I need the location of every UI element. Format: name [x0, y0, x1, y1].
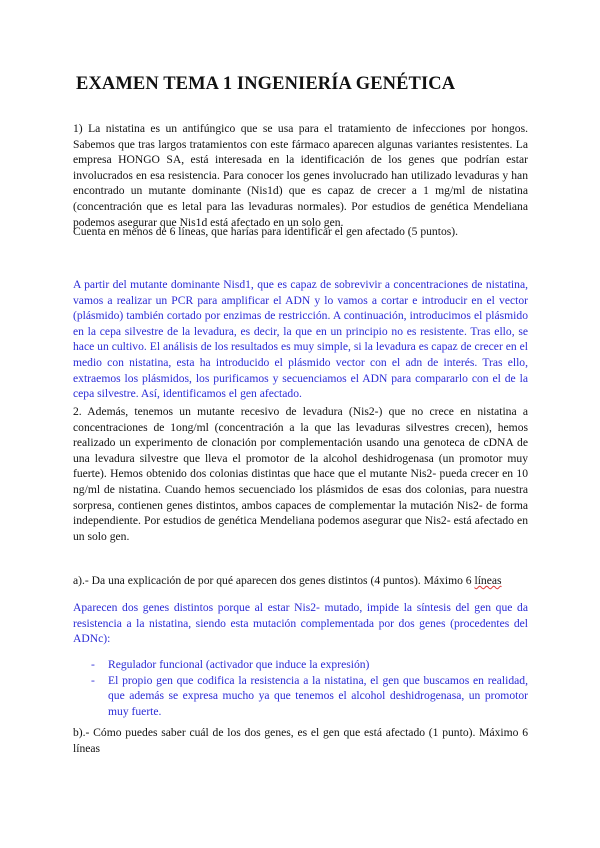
- question-2b-prompt: b).- Cómo puedes saber cuál de los dos genes, es el gen que está afectado (1 punto). Máximo 6 líneas: [73, 726, 528, 755]
- answer-bullet-list: [73, 657, 528, 719]
- list-item: - Regulador funcional (activador que induce la expresión): [91, 658, 370, 671]
- question-2a-prefix: a).- Da una explicación de por qué aparecen dos genes distintos (4 puntos). Máximo 6: [73, 574, 475, 587]
- page-title: EXAMEN TEMA 1 INGENIERÍA GENÉTICA: [76, 74, 456, 94]
- question-2a-prompt: [73, 573, 528, 589]
- question-1-instruction: Cuenta en menos de 6 líneas, que harías para identificar el gen afectado (5 puntos).: [73, 225, 459, 238]
- bullet-dash: -: [91, 673, 95, 687]
- list-item: - El propio gen que codifica la resistencia a la nistatina, el gen que buscamos en realidad, que además se expresa mucho ya que tenemos el alcohol deshidrogenasa, un promotor muy fuerte.: [91, 673, 528, 718]
- question-1-text: 1) La nistatina es un antifúngico que se usa para el tratamiento de infecciones por hongos. Sabemos que tras largos tratamientos con este fármaco aparecen algunas variantes resistentes. La empresa HONGO SA, está interesada en la identificación de los genes que podrían estar involucrados en esa resistencia. Para conocer los genes involucrado han utilizado levaduras y han encontrado un mutante dominante (Nis1d) que es capaz de crecer a 1 mg/ml de nistatina (concentración que es letal para las levaduras normales). Por estudios de genética Mendeliana podemos asegurar que Nis1d está afectado en un solo gen.: [73, 122, 528, 229]
- question-2a-answer: Aparecen dos genes distintos porque al estar Nis2- mutado, impide la síntesis del gen que da resistencia a la nistatina, siendo esta mutación complementada por dos genes (procedentes del ADNc):: [73, 601, 528, 646]
- question-2-text: 2. Además, tenemos un mutante recesivo de levadura (Nis2-) que no crece en nistatina a concentraciones de 1ong/ml (concentración a la que las levaduras silvestres crecen), hemos realizado un experimento de clonación por complementación usando una genoteca de cDNA de una levadura silvestre que lleva el promotor de la alcohol deshidrogenasa (un promotor muy fuerte). Hemos obtenido dos colonias distintas que hace que el mutante Nis2- pueda crecer en 10 ng/ml de nistatina. Cuando hemos secuenciado los plásmidos de esas dos colonias, para nuestra sorpresa, contienen genes distintos, ambos capaces de complementar la mutación Nis2- de forma independiente. Por estudios de genética Mendeliana podemos asegurar que Nis2- está afectado en un solo gen.: [73, 405, 528, 543]
- question-1-answer: A partir del mutante dominante Nisd1, que es capaz de sobrevivir a concentraciones de nistatina, vamos a realizar un PCR para amplificar el ADN y lo vamos a cortar e introducir en el vector (plásmido) también cortado por enzimas de restricción. A continuación, introducimos el plásmido en la cepa silvestre de la levadura, es decir, la que en un principio no es resistente. Tras ello, se hace un cultivo. El análisis de los resultados es muy simple, si la levadura es capaz de crecer en el medio con nistatina, esta ha introducido el plásmido vector con el adn de interés. Tras ello, extraemos los plásmidos, los purificamos y secuenciamos el ADN para compararlo con el de la cepa silvestre. Así, identificamos el gen afectado.: [73, 278, 528, 401]
- question-2a-lines-word: líneas: [474, 574, 502, 587]
- bullet-dash: -: [91, 658, 95, 671]
